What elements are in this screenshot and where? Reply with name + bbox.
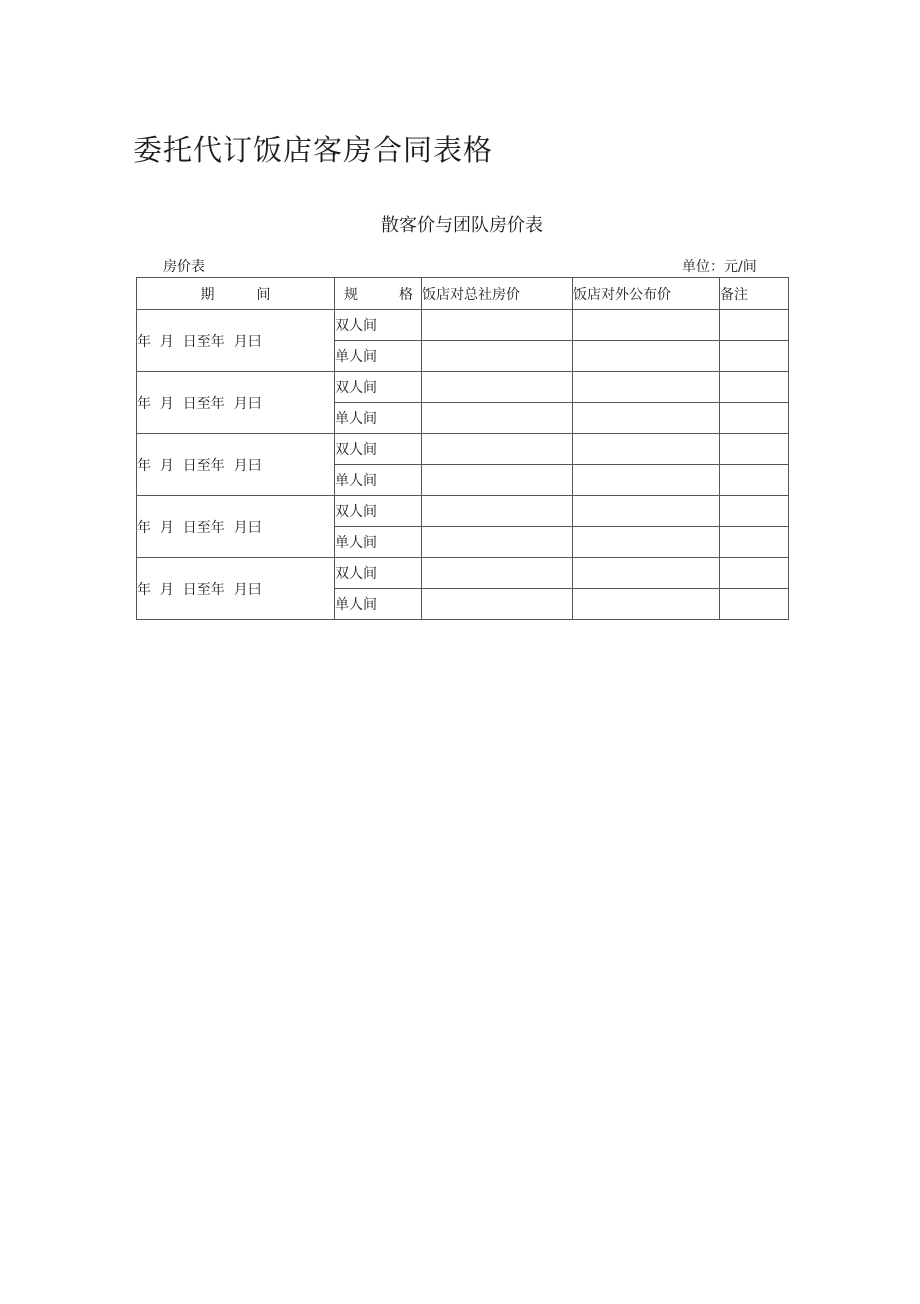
public-price-cell[interactable]: [573, 434, 720, 465]
agency-price-cell[interactable]: [422, 527, 573, 558]
spec-cell: 单人间: [335, 465, 422, 496]
table-row: [137, 310, 789, 341]
price-table: [136, 277, 789, 620]
public-price-cell[interactable]: [573, 589, 720, 620]
notes-cell[interactable]: [720, 372, 789, 403]
public-price-cell[interactable]: [573, 341, 720, 372]
header-notes: 备注: [720, 278, 789, 310]
agency-price-cell[interactable]: [422, 465, 573, 496]
table-row: [137, 558, 789, 589]
header-period-char-1: 期: [200, 286, 215, 303]
header-period: [137, 278, 335, 310]
public-price-cell[interactable]: [573, 465, 720, 496]
table-row: [137, 496, 789, 527]
public-price-cell[interactable]: [573, 403, 720, 434]
table-title: 散客价与团队房价表: [381, 215, 543, 236]
table-header-row: [137, 278, 789, 310]
header-spec: [335, 278, 422, 310]
table-row: [137, 372, 789, 403]
agency-price-cell[interactable]: [422, 589, 573, 620]
notes-cell[interactable]: [720, 434, 789, 465]
period-cell: 年 月 日至年 月曰: [137, 434, 335, 496]
notes-cell[interactable]: [720, 558, 789, 589]
notes-cell[interactable]: [720, 589, 789, 620]
period-cell: 年 月 日至年 月曰: [137, 310, 335, 372]
agency-price-cell[interactable]: [422, 403, 573, 434]
public-price-cell[interactable]: [573, 496, 720, 527]
header-period-char-2: 间: [256, 286, 271, 303]
notes-cell[interactable]: [720, 527, 789, 558]
notes-cell[interactable]: [720, 341, 789, 372]
spec-cell: 单人间: [335, 403, 422, 434]
spec-cell: 双人间: [335, 434, 422, 465]
period-cell: 年 月 日至年 月曰: [137, 372, 335, 434]
agency-price-cell[interactable]: [422, 341, 573, 372]
agency-price-cell[interactable]: [422, 434, 573, 465]
period-cell: 年 月 日至年 月曰: [137, 558, 335, 620]
notes-cell[interactable]: [720, 496, 789, 527]
public-price-cell[interactable]: [573, 527, 720, 558]
public-price-cell[interactable]: [573, 310, 720, 341]
agency-price-cell[interactable]: [422, 310, 573, 341]
spec-cell: 双人间: [335, 496, 422, 527]
spec-cell: 双人间: [335, 558, 422, 589]
spec-cell: 双人间: [335, 372, 422, 403]
spec-cell: 单人间: [335, 589, 422, 620]
notes-cell[interactable]: [720, 310, 789, 341]
spec-cell: 双人间: [335, 310, 422, 341]
spec-cell: 单人间: [335, 341, 422, 372]
table-row: [137, 434, 789, 465]
agency-price-cell[interactable]: [422, 496, 573, 527]
header-spec-char-1: 规: [344, 286, 358, 303]
period-cell: 年 月 日至年 月曰: [137, 496, 335, 558]
notes-cell[interactable]: [720, 403, 789, 434]
header-spec-char-2: 格: [399, 286, 413, 303]
agency-price-cell[interactable]: [422, 558, 573, 589]
public-price-cell[interactable]: [573, 372, 720, 403]
table-caption: 房价表: [163, 259, 205, 275]
agency-price-cell[interactable]: [422, 372, 573, 403]
document-title: 委托代订饭店客房合同表格: [133, 133, 494, 167]
notes-cell[interactable]: [720, 465, 789, 496]
spec-cell: 单人间: [335, 527, 422, 558]
unit-label: 单位：元/间: [682, 259, 757, 275]
header-public-price: 饭店对外公布价: [573, 278, 720, 310]
header-agency-price: 饭店对总社房价: [422, 278, 573, 310]
public-price-cell[interactable]: [573, 558, 720, 589]
